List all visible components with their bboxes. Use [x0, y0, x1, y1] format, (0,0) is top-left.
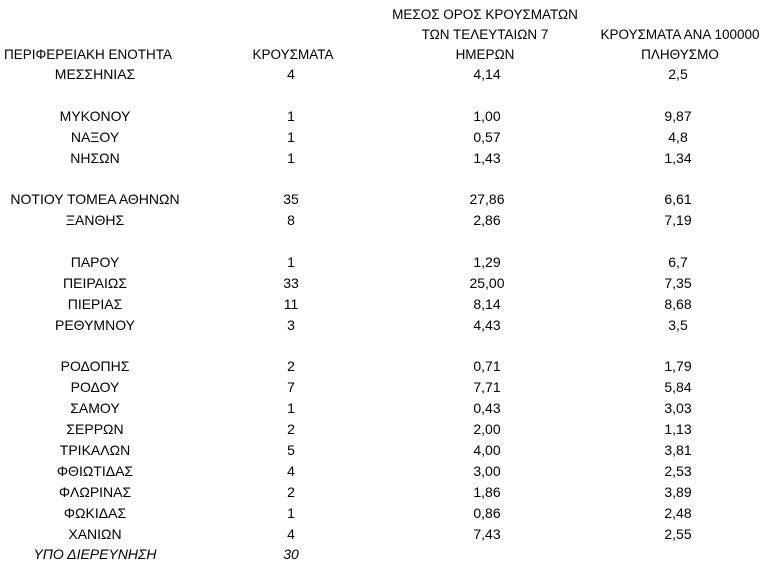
cases-cell: 11 [283, 295, 299, 312]
avg-cell: 2,86 [473, 212, 501, 229]
avg-cell: 7,71 [473, 379, 501, 396]
region-cell: ΡΕΘΥΜΝΟΥ [54, 316, 135, 333]
avg-cell: 1,00 [473, 107, 501, 124]
per100k-cell: 6,61 [664, 191, 692, 208]
per100k-cell: 5,84 [664, 379, 692, 396]
region-cell: ΦΛΩΡΙΝΑΣ [58, 483, 132, 500]
table-row [0, 294, 780, 315]
header-per100k-line2: ΠΛΗΘΥΣΜΟ [641, 47, 719, 62]
header-region: ΠΕΡΙΦΕΡΕΙΑΚΗ ΕΝΟΤΗΤΑ [4, 47, 173, 62]
avg-cell: 27,86 [469, 191, 505, 208]
per100k-cell: 2,53 [664, 462, 692, 479]
header-avg-line1: ΜΕΣΟΣ ΟΡΟΣ ΚΡΟΥΣΜΑΤΩΝ [392, 7, 578, 22]
avg-cell: 0,71 [473, 358, 501, 375]
table-row [0, 210, 780, 231]
per100k-cell: 1,13 [664, 421, 692, 438]
per100k-cell: 9,87 [664, 107, 692, 124]
per100k-cell: 3,89 [664, 483, 692, 500]
region-cell: ΣΕΡΡΩΝ [66, 421, 124, 438]
region-cell: ΝΗΣΩΝ [70, 149, 120, 166]
avg-cell: 7,43 [473, 525, 501, 542]
region-cell: ΜΥΚΟΝΟΥ [59, 107, 131, 124]
region-cell: ΡΟΔΟΥ [70, 379, 120, 396]
table-row [0, 356, 780, 377]
cases-cell: 7 [287, 379, 295, 396]
table-row [0, 189, 780, 210]
region-cell: ΦΘΙΩΤΙΔΑΣ [56, 462, 134, 479]
cases-cell: 30 [283, 546, 299, 563]
table-row [0, 315, 780, 336]
avg-cell: 4,14 [473, 66, 501, 82]
header-avg-line3: ΗΜΕΡΩΝ [455, 47, 515, 62]
region-cell: ΠΑΡΟΥ [70, 254, 120, 271]
per100k-cell: 1,34 [664, 149, 692, 166]
avg-cell: 1,43 [473, 149, 501, 166]
cases-cell: 5 [287, 442, 295, 459]
table-row [0, 273, 780, 294]
header-cases-per-100000 [575, 25, 780, 65]
table-row [0, 148, 780, 169]
avg-cell: 0,57 [473, 128, 501, 145]
region-cell: ΦΩΚΙΔΑΣ [63, 504, 127, 521]
table-row [0, 106, 780, 127]
per100k-cell: 8,68 [664, 295, 692, 312]
avg-cell: 1,86 [473, 483, 501, 500]
cases-cell: 3 [287, 316, 295, 333]
cases-cell: 2 [287, 483, 295, 500]
spacer-row [0, 336, 780, 357]
region-cell: ΜΕΣΣΗΝΙΑΣ [54, 66, 136, 82]
cases-cell: 1 [287, 504, 295, 521]
table-row [0, 524, 780, 545]
spacer-row [0, 168, 780, 189]
cases-cell: 2 [287, 421, 295, 438]
cases-cell: 1 [287, 107, 295, 124]
cases-cell: 33 [283, 274, 299, 291]
table-row [0, 419, 780, 440]
spacer-row [0, 231, 780, 252]
table-body [0, 64, 780, 565]
per100k-cell: 4,8 [668, 128, 688, 145]
per100k-cell: 6,7 [668, 254, 688, 271]
region-cell: ΧΑΝΙΩΝ [68, 525, 122, 542]
table-row [0, 461, 780, 482]
table-row [0, 440, 780, 461]
region-cell: ΠΕΙΡΑΙΩΣ [63, 274, 127, 291]
cases-cell: 1 [287, 400, 295, 417]
header-cases: ΚΡΟΥΣΜΑΤΑ [252, 47, 334, 62]
region-cell: ΡΟΔΟΠΗΣ [60, 358, 130, 375]
header-avg-line2: ΤΩΝ ΤΕΛΕΥΤΑΙΩΝ 7 [421, 27, 549, 42]
region-cell: ΣΑΜΟΥ [70, 400, 120, 417]
spacer-row [0, 85, 780, 106]
per100k-cell: 7,35 [664, 274, 692, 291]
table-row [0, 127, 780, 148]
region-cell: ΥΠΟ ΔΙΕΡΕΥΝΗΣΗ [33, 546, 157, 563]
cases-cell: 4 [287, 525, 295, 542]
avg-cell: 4,43 [473, 316, 501, 333]
cases-cell: 8 [287, 212, 295, 229]
avg-cell: 25,00 [469, 274, 505, 291]
per100k-cell: 2,48 [664, 504, 692, 521]
region-cell: ΝΑΞΟΥ [70, 128, 120, 145]
avg-cell: 1,29 [473, 254, 501, 271]
table-row [0, 377, 780, 398]
table-row [0, 398, 780, 419]
cases-cell: 1 [287, 254, 295, 271]
header-avg-7-days [380, 5, 590, 65]
avg-cell: 4,00 [473, 442, 501, 459]
per100k-cell: 1,79 [664, 358, 692, 375]
table-row [0, 252, 780, 273]
avg-cell: 8,14 [473, 295, 501, 312]
avg-cell: 0,86 [473, 504, 501, 521]
region-cell: ΝΟΤΙΟΥ ΤΟΜΕΑ ΑΘΗΝΩΝ [10, 191, 180, 208]
table-row [0, 64, 780, 85]
per100k-cell: 3,03 [664, 400, 692, 417]
table-row [0, 503, 780, 524]
cases-cell: 1 [287, 128, 295, 145]
avg-cell: 2,00 [473, 421, 501, 438]
region-cell: ΤΡΙΚΑΛΩΝ [59, 442, 131, 459]
table-row [0, 482, 780, 503]
cases-cell: 35 [283, 191, 299, 208]
cases-cell: 4 [287, 462, 295, 479]
cases-cell: 2 [287, 358, 295, 375]
per100k-cell: 3,5 [668, 316, 688, 333]
header-per100k-line1: ΚΡΟΥΣΜΑΤΑ ΑΝΑ 100000 [600, 27, 760, 42]
avg-cell: 0,43 [473, 400, 501, 417]
per100k-cell: 3,81 [664, 442, 692, 459]
per100k-cell: 7,19 [664, 212, 692, 229]
per100k-cell: 2,5 [668, 66, 688, 82]
region-cell: ΞΑΝΘΗΣ [65, 212, 125, 229]
per100k-cell: 2,55 [664, 525, 692, 542]
cases-cell: 1 [287, 149, 295, 166]
cases-cell: 4 [287, 66, 295, 82]
table-row [0, 544, 780, 565]
avg-cell: 3,00 [473, 462, 501, 479]
region-cell: ΠΙΕΡΙΑΣ [67, 295, 123, 312]
